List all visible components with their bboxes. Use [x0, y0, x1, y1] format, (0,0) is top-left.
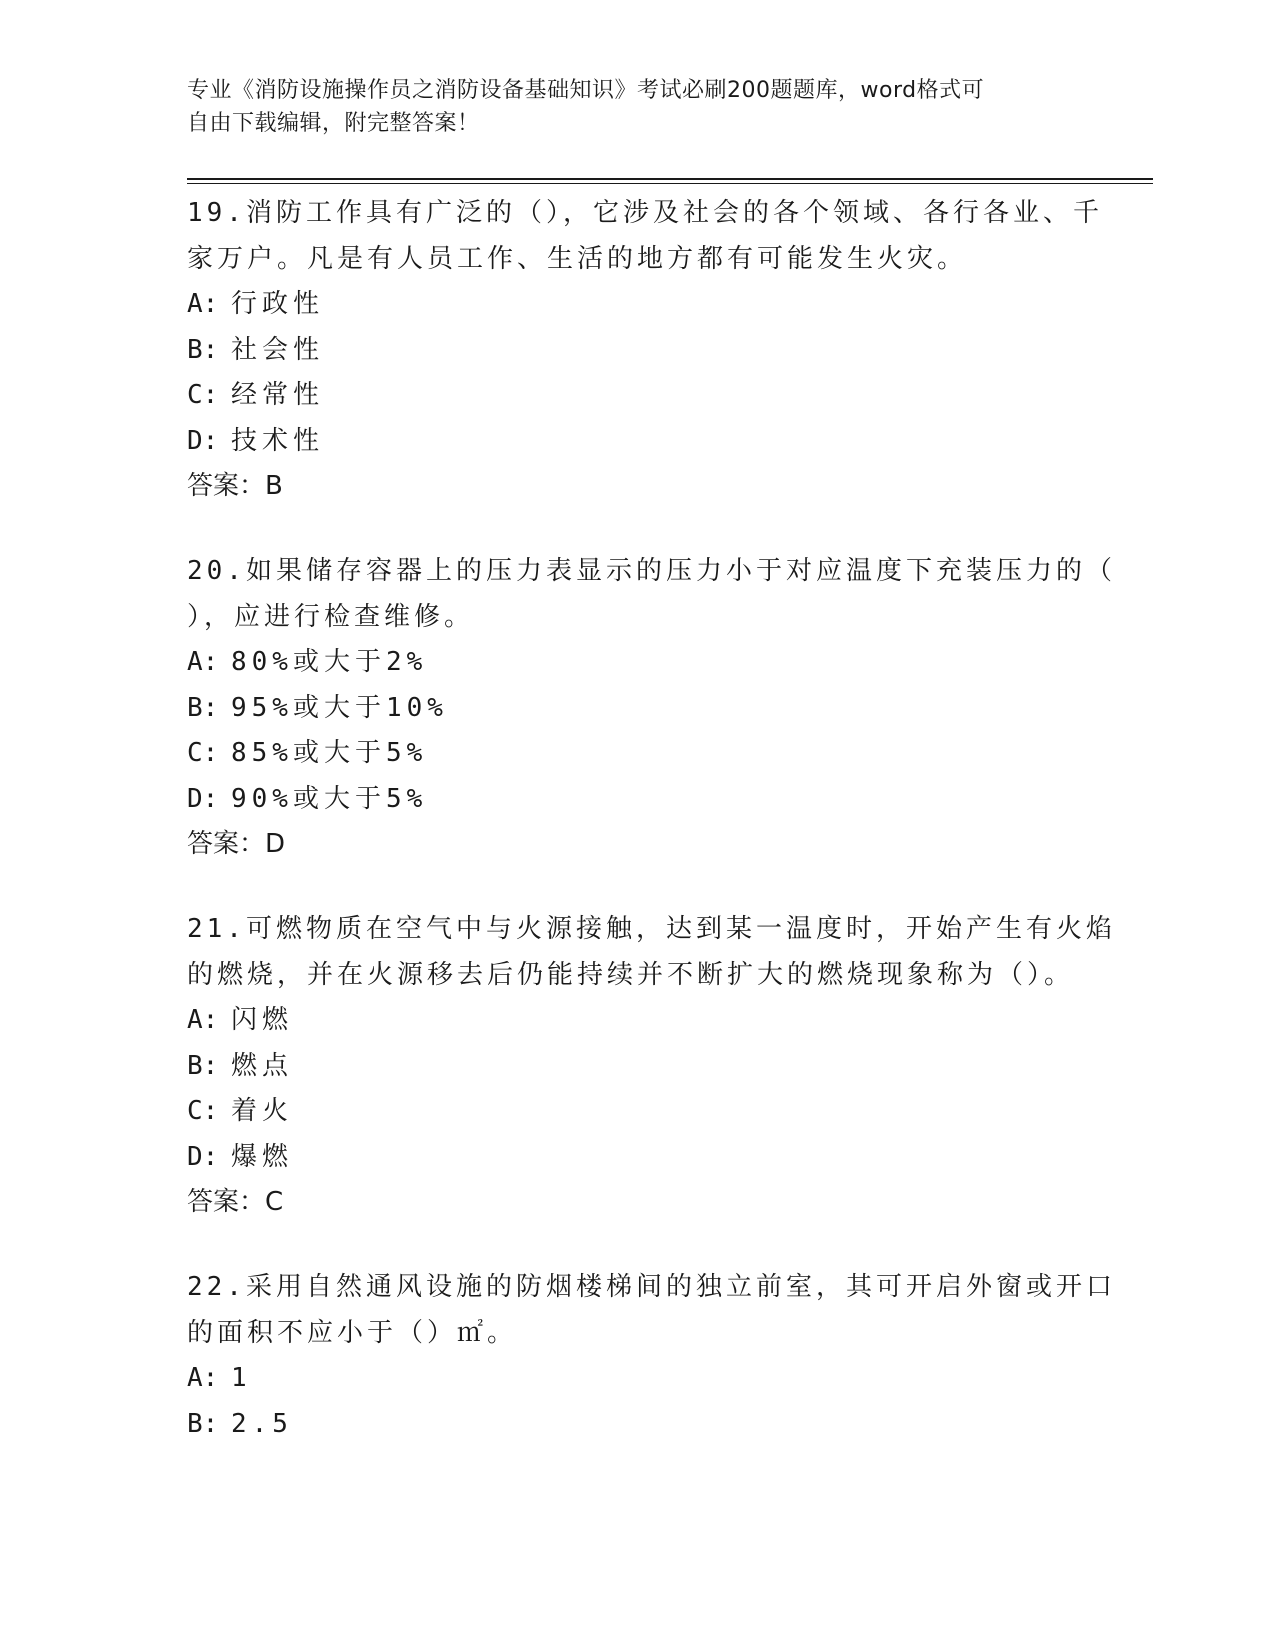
question-text: 21.可燃物质在空气中与火源接触，达到某一温度时，开始产生有火焰: [187, 914, 1116, 944]
option-d: [187, 777, 1087, 823]
option-letter: C:: [187, 738, 219, 768]
option-c: [187, 1089, 1087, 1135]
question-text: 20.如果储存容器上的压力表显示的压力小于对应温度下充装压力的（: [187, 556, 1116, 586]
option-text: 90%或大于5%: [231, 783, 428, 814]
option-text: 闪燃: [231, 1005, 294, 1035]
option-text: 2.5: [231, 1408, 293, 1439]
question-21: [187, 906, 1116, 1224]
option-text: 1: [231, 1363, 252, 1393]
option-b: [187, 1044, 1087, 1090]
option-d: [187, 419, 1087, 465]
option-text: 95%或大于10%: [231, 692, 448, 723]
answer-line: 答案：B: [187, 471, 283, 501]
option-c: [187, 731, 1087, 777]
question-text: 的面积不应小于（）㎡。: [187, 1318, 518, 1348]
header-divider-thick: [187, 178, 1153, 180]
option-text: 经常性: [231, 380, 325, 410]
option-a: [187, 998, 1087, 1044]
option-b: [187, 686, 1087, 732]
question-19: [187, 190, 1103, 508]
option-a: [187, 282, 1087, 328]
question-text: ），应进行检查维修。: [187, 602, 475, 632]
option-a: [187, 640, 1087, 686]
option-text: 技术性: [231, 425, 325, 456]
option-letter: C:: [187, 380, 219, 410]
option-text: 燃点: [231, 1050, 294, 1081]
option-letter: A:: [187, 1005, 219, 1035]
option-b: [187, 1402, 1087, 1448]
option-text: 85%或大于5%: [231, 738, 428, 768]
option-letter: A:: [187, 289, 219, 319]
question-22: [187, 1264, 1116, 1447]
option-text: 爆燃: [231, 1141, 294, 1172]
option-text: 行政性: [231, 289, 325, 319]
option-letter: D:: [187, 783, 219, 814]
option-letter: B:: [187, 1408, 219, 1439]
header-divider-thin: [187, 183, 1153, 184]
question-text: 19.消防工作具有广泛的（），它涉及社会的各个领域、各行各业、千: [187, 198, 1103, 228]
question-text: 的燃烧，并在火源移去后仍能持续并不断扩大的燃烧现象称为（）。: [187, 960, 1075, 990]
option-letter: B:: [187, 1050, 219, 1081]
option-letter: B:: [187, 692, 219, 723]
header-line: 专业《消防设施操作员之消防设备基础知识》考试必刷200题题库，word格式可: [187, 78, 985, 103]
option-letter: B:: [187, 334, 219, 365]
option-letter: A:: [187, 1363, 219, 1393]
option-letter: C:: [187, 1096, 219, 1126]
answer-line: 答案：C: [187, 1187, 284, 1217]
option-a: [187, 1356, 1087, 1402]
question-text: 家万户。凡是有人员工作、生活的地方都有可能发生火灾。: [187, 244, 968, 274]
option-d: [187, 1135, 1087, 1181]
option-text: 着火: [231, 1096, 294, 1126]
question-text: 22.采用自然通风设施的防烟楼梯间的独立前室，其可开启外窗或开口: [187, 1272, 1116, 1302]
option-letter: A:: [187, 647, 219, 677]
option-c: [187, 373, 1087, 419]
document-header: [187, 74, 1067, 140]
option-b: [187, 328, 1087, 374]
question-list: [187, 190, 1116, 1487]
answer-line: 答案：D: [187, 829, 286, 859]
option-text: 80%或大于2%: [231, 647, 428, 677]
option-letter: D:: [187, 425, 219, 456]
option-text: 社会性: [231, 334, 325, 365]
header-line: 自由下载编辑，附完整答案！: [187, 111, 480, 136]
question-20: [187, 548, 1116, 866]
option-letter: D:: [187, 1141, 219, 1172]
